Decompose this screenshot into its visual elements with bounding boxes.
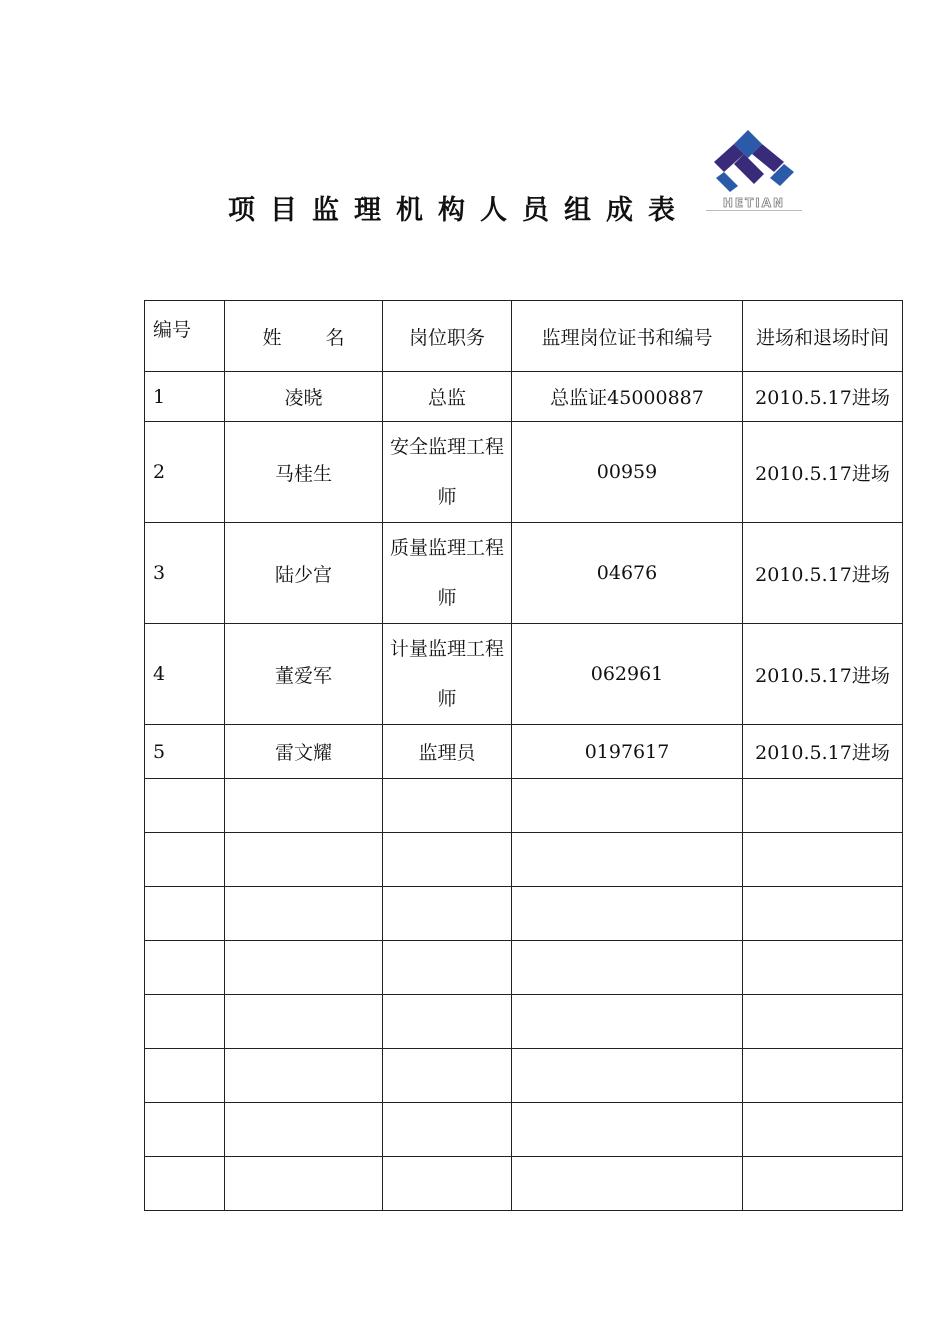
empty-cell	[383, 887, 512, 941]
cell-certificate: 062961	[512, 624, 743, 725]
header-num: 编号	[145, 301, 225, 372]
table-row	[145, 624, 903, 725]
empty-cell	[383, 833, 512, 887]
empty-cell	[225, 887, 383, 941]
logo-text: HETIAN	[722, 196, 786, 210]
table-row	[145, 422, 903, 523]
cell-num: 3	[145, 523, 225, 624]
cell-time: 2010.5.17进场	[743, 523, 903, 624]
empty-cell	[225, 779, 383, 833]
empty-row	[145, 941, 903, 995]
empty-cell	[512, 1157, 743, 1211]
hetian-logo-mark-icon	[704, 126, 804, 196]
cell-time: 2010.5.17进场	[743, 422, 903, 523]
empty-cell	[743, 941, 903, 995]
cell-name: 凌晓	[225, 372, 383, 422]
table-row	[145, 523, 903, 624]
empty-cell	[743, 1157, 903, 1211]
empty-row	[145, 833, 903, 887]
empty-cell	[145, 1049, 225, 1103]
cell-position: 监理员	[383, 725, 512, 779]
empty-cell	[743, 833, 903, 887]
empty-row	[145, 1049, 903, 1103]
cell-name: 董爱军	[225, 624, 383, 725]
empty-cell	[225, 1049, 383, 1103]
empty-cell	[383, 995, 512, 1049]
empty-cell	[145, 833, 225, 887]
empty-cell	[383, 1103, 512, 1157]
empty-cell	[225, 833, 383, 887]
empty-cell	[383, 941, 512, 995]
cell-position: 计量监理工程师	[383, 624, 512, 725]
cell-num: 4	[145, 624, 225, 725]
empty-cell	[743, 887, 903, 941]
empty-cell	[225, 1103, 383, 1157]
cell-name: 陆少宫	[225, 523, 383, 624]
table-header-row	[145, 301, 903, 372]
empty-cell	[145, 995, 225, 1049]
empty-cell	[743, 1049, 903, 1103]
header-position: 岗位职务	[383, 301, 512, 372]
empty-row	[145, 887, 903, 941]
empty-cell	[225, 1157, 383, 1211]
empty-row	[145, 779, 903, 833]
empty-cell	[145, 887, 225, 941]
header-name	[225, 301, 383, 372]
empty-cell	[145, 1157, 225, 1211]
empty-cell	[383, 1049, 512, 1103]
empty-cell	[145, 1103, 225, 1157]
header-name-second: 名	[325, 326, 345, 349]
table-row	[145, 372, 903, 422]
header-time: 进场和退场时间	[743, 301, 903, 372]
empty-cell	[383, 779, 512, 833]
empty-row	[145, 995, 903, 1049]
page-title: 项目监理机构人员组成表	[228, 195, 690, 226]
empty-cell	[743, 995, 903, 1049]
empty-cell	[512, 941, 743, 995]
cell-time: 2010.5.17进场	[743, 624, 903, 725]
empty-cell	[743, 779, 903, 833]
cell-num: 1	[145, 372, 225, 422]
cell-time: 2010.5.17进场	[743, 372, 903, 422]
empty-cell	[145, 779, 225, 833]
cell-num: 5	[145, 725, 225, 779]
cell-certificate: 04676	[512, 523, 743, 624]
cell-name: 雷文耀	[225, 725, 383, 779]
cell-time: 2010.5.17进场	[743, 725, 903, 779]
empty-row	[145, 1103, 903, 1157]
empty-cell	[512, 995, 743, 1049]
cell-position: 安全监理工程师	[383, 422, 512, 523]
cell-position: 总监	[383, 372, 512, 422]
cell-certificate: 0197617	[512, 725, 743, 779]
empty-cell	[383, 1157, 512, 1211]
header-certificate: 监理岗位证书和编号	[512, 301, 743, 372]
cell-num: 2	[145, 422, 225, 523]
empty-cell	[512, 1103, 743, 1157]
staff-table	[144, 300, 903, 1211]
cell-certificate: 总监证45000887	[512, 372, 743, 422]
empty-cell	[512, 1049, 743, 1103]
empty-cell	[145, 941, 225, 995]
cell-certificate: 00959	[512, 422, 743, 523]
empty-cell	[225, 941, 383, 995]
empty-row	[145, 1157, 903, 1211]
empty-cell	[225, 995, 383, 1049]
empty-cell	[512, 779, 743, 833]
cell-position: 质量监理工程师	[383, 523, 512, 624]
empty-cell	[512, 887, 743, 941]
header-name-first: 姓	[262, 326, 282, 349]
hetian-logo	[704, 126, 804, 216]
empty-cell	[512, 833, 743, 887]
empty-cell	[743, 1103, 903, 1157]
cell-name: 马桂生	[225, 422, 383, 523]
table-row	[145, 725, 903, 779]
logo-underline	[706, 210, 802, 211]
